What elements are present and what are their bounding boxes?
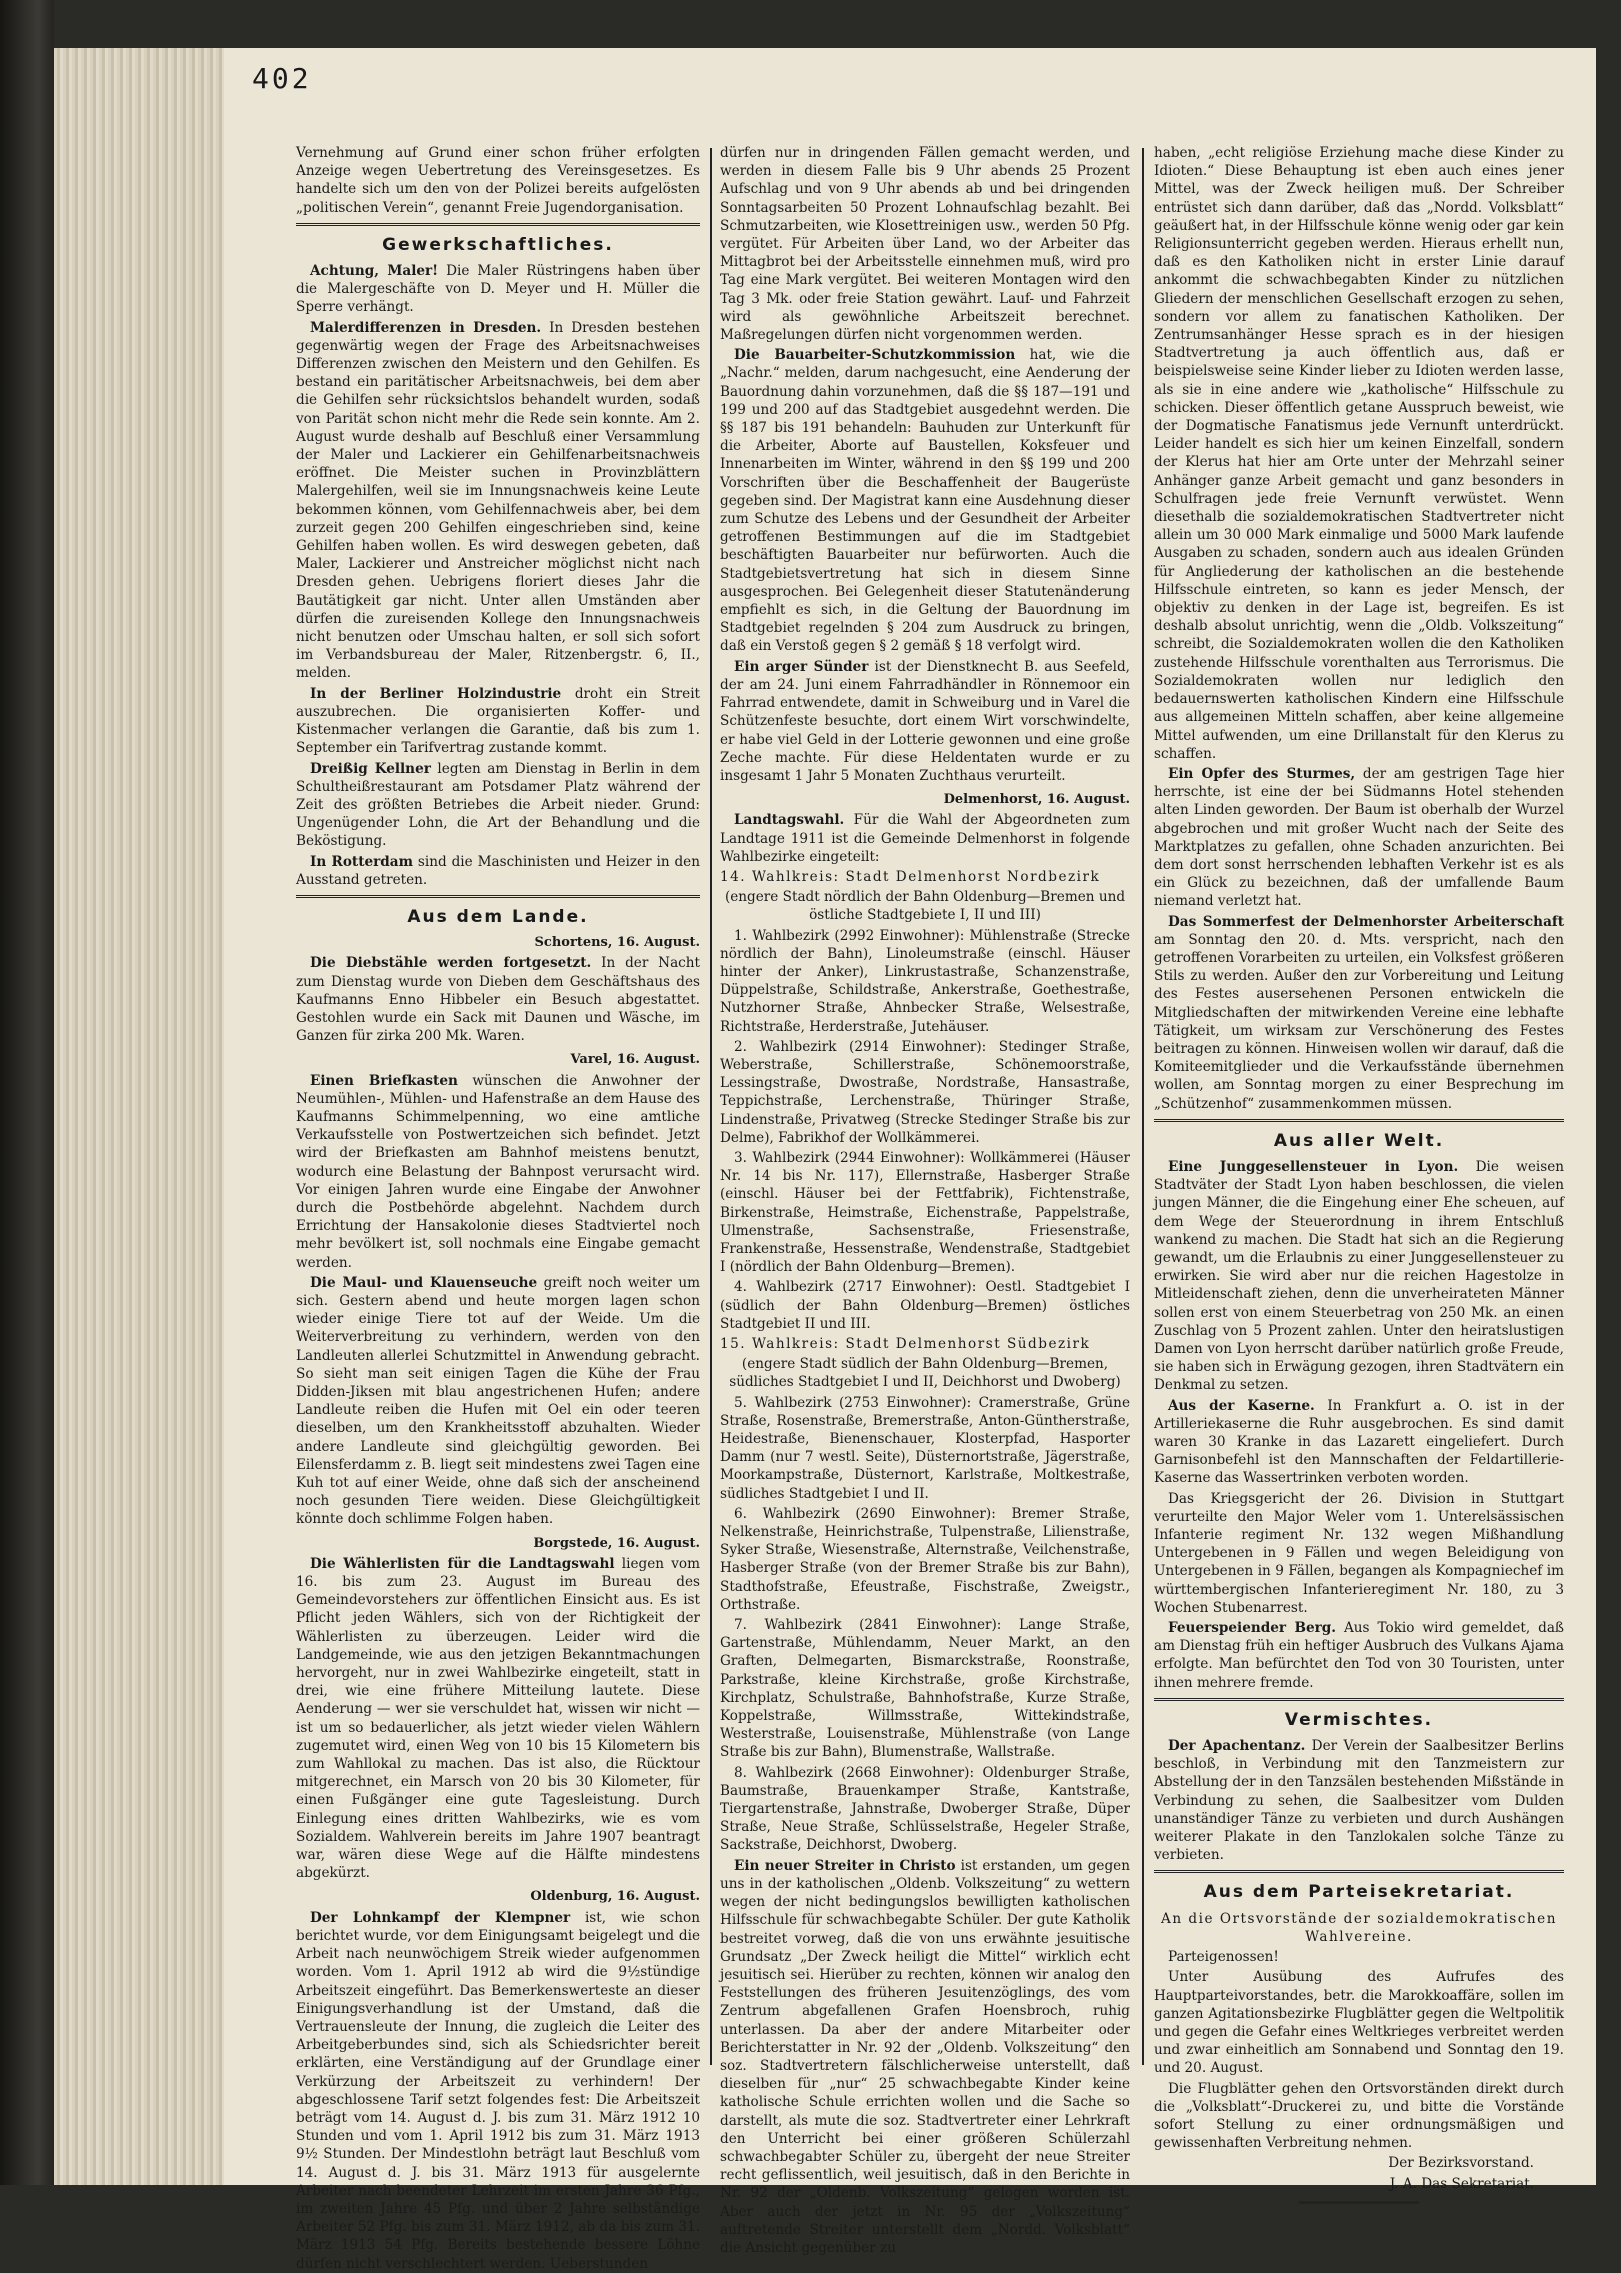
- article-text: ist, wie schon berichtet wurde, vor dem Einigungsamt beigelegt und die Arbeit nach neunwöchigem Streik wieder aufgenommen worden. Vom 1. April 1912 ab wird die 9½stündige Arbeitszeit eingeführt. Das Bemerkenswerteste an dieser Einigungsverhandlung ist der Umstand, daß die Vertrauensleute der Innung, die zugleich die Leiter des Arbeitgeberbundes sind, sich als Schiedsrichter bereit erklärten, eine Verständigung auf der Grundlage einer Verkürzung der Arbeitszeit zu verhindern! Der abgeschlossene Tarif setzt folgendes fest: Die Arbeitszeit beträgt vom 14. August d. J. bis zum 31. März 1912 10 Stunden und vom 1. April 1912 bis zum 31. März 1913 9½ Stunden. Der Mindestlohn beträgt laut Beschluß vom 14. August d. J. bis 31. März 1913 für ausgelernte Arbeiter nach beendeter Lehrzeit im ersten Jahre 36 Pfg., im zweiten Jahre 45 Pfg. und über 2 Jahre selbständige Arbeiter 52 Pfg. bis zum 31. März 1912, ab da bis zum 31. März 1913 54 Pfg. Bereits bestehende bessere Löhne dürfen nicht verschlechtert werden. Ueberstunden: [296, 1909, 700, 2272]
- article: [296, 1274, 700, 1529]
- column-rule: [710, 148, 712, 2065]
- article-text: greift noch weiter um sich. Gestern abend und heute morgen lagen schon wieder einige Tiere tot auf der Weide. Um die Weiterverbreitung zu verhindern, werden von den Landleuten allerlei Schutzmittel in Anwendung gebracht. So sieht man seit einigen Tagen die Kühe der Frau Didden-Jiksen mit blau angestrichenen Hufen; andere Landleute reiben die Hufen mit Oel ein oder teeren dieselben, um den Krankheitsstoff abzuhalten. Wieder andere Landleute sind gleichgültig geworden. Bei Eilensferdamm z. B. liegt seit mindestens zwei Tagen eine Kuh tot auf einer Weide, ohne daß sich der anscheinend noch gesunden Tiere weiden. Diese Gleichgültigkeit könnte doch schlimme Folgen haben.: [296, 1274, 700, 1528]
- article-text: Die Maler Rüstringens haben über die Malergeschäfte von D. Meyer und H. Müller die Sperre verhängt.: [296, 263, 700, 316]
- article-lead: Ein Opfer des Sturmes,: [1168, 765, 1356, 782]
- article-text: In der Nacht zum Dienstag wurde von Dieben dem Geschäftshaus des Kaufmanns Enno Hibbeler ein Besuch abgestattet. Gestohlen wurde ein Sack mit Daunen und Wäsche, im Ganzen für zirka 200 Mk. Waren.: [296, 955, 701, 1045]
- salutation: Parteigenossen!: [1168, 1949, 1279, 1966]
- article-text: Aus Tokio wird gemeldet, daß am Dienstag früh ein heftiger Ausbruch des Vulkans Ajama erfolgte. Man befürchtet den Tod von 30 Touristen, unter ihnen mehrere fremde.: [1154, 1620, 1565, 1691]
- section-heading: Gewerkschaftliches.: [382, 234, 614, 255]
- district-entry: 4. Wahlbezirk (2717 Einwohner): Oestl. Stadtgebiet I (südlich der Bahn Oldenburg—Bremen) östliches Stadtgebiet II und III.: [720, 1279, 1130, 1332]
- article: [720, 346, 1130, 655]
- section-divider: [296, 223, 700, 226]
- section-heading: Aus dem Lande.: [407, 906, 589, 927]
- article-lead: Die Diebstähle werden fortgesetzt.: [310, 955, 592, 972]
- article-lead: Die Wählerlisten für die Landtagswahl: [310, 1555, 615, 1572]
- article-lead: Malerdifferenzen in Dresden.: [310, 319, 542, 336]
- section-heading: Aus aller Welt.: [1273, 1130, 1445, 1151]
- district-entry: 2. Wahlbezirk (2914 Einwohner): Stedinger Straße, Weberstraße, Schillerstraße, Schönemoorstraße, Lessingstraße, Dwostraße, Nordstraße, Hansastraße, Teppichstraße, Lerchenstraße, Thüringer Straße, Lindenstraße, Privatweg (Strecke Stedinger Straße bis zur Delme), Fabrikhof der Wollkämmerei.: [720, 1038, 1130, 1146]
- paragraph: Unter Ausübung des Aufrufes des Hauptparteivorstandes, betr. die Marokkoaffäre, sollen im ganzen Agitationsbezirke Flugblätter gegen die Weltpolitik und gegen die Gefahr eines Weltkrieges verbreitet werden und zwar einheitlich am Sonnabend und Sonntag den 19. und 20. August.: [1154, 1969, 1564, 2077]
- article-lead: Der Lohnkampf der Klempner: [310, 1909, 571, 1926]
- dateline: Delmenhorst, 16. August.: [943, 792, 1130, 808]
- article-text: droht ein Streit auszubrechen. Die organisierten Koffer- und Kistenmacher verlangen die Garantie, daß bis zum 1. September ein Tarifvertrag zustande kommt.: [296, 685, 701, 757]
- section-divider: [1154, 1119, 1564, 1122]
- article: [296, 954, 700, 1045]
- column-1: [296, 144, 701, 2272]
- article: [296, 1909, 700, 2273]
- article-text: In Frankfurt a. O. ist in der Artilleriekaserne die Ruhr ausgebrochen. Es sind damit waren 30 Kranke in das Lazarett eingeliefert. Durch Garnisonbefehl ist den Mannschaften der Feldartillerie-Kaserne das Wassertrinken verboten worden.: [1154, 1397, 1564, 1487]
- district-entry: 8. Wahlbezirk (2668 Einwohner): Oldenburger Straße, Baumstraße, Brauenkamper Straße, Kantstraße, Tiergartenstraße, Jahnstraße, Dwoberger Straße, Düper Straße, Neue Straße, Schlüsselstraße, Hegeler Straße, Sackstraße, Deichhorst, Dwoberg.: [720, 1764, 1130, 1854]
- article-text: liegen vom 16. bis zum 23. August im Bureau des Gemeindevorstehers zur öffentlichen Einsicht aus. Es ist Pflicht jeden Wählers, sich von der Richtigkeit der Wählerlisten zu überzeugen. Leider wird die Landgemeinde, wie aus den jetzigen Bekanntmachungen hervorgeht, nur in zwei Wahlbezirke eingeteilt, statt in drei, wie eine frühere Mitteilung lautete. Diese Aenderung — wer sie verschuldet hat, wissen wir nicht — ist um so bedauerlicher, als jetzt wieder vielen Wählern zugemutet wird, einen Weg von 10 bis 15 Kilometern bis zum Wahllokal zu machen. Das ist also, die Rücktour mitgerechnet, ein Marsch von 20 bis 30 Kilometer, für einen Fußgänger eine gute Tagesleistung. Durch Einlegung eines dritten Wahlbezirks, wie es vom Sozialdem. Wahlverein bereits im Jahre 1907 beantragt war, wären diese Wege auf die Hälfte mindestens abgekürzt.: [296, 1555, 700, 1882]
- article: [296, 685, 700, 758]
- dateline: Borgstede, 16. August.: [533, 1535, 700, 1551]
- article-lead: Einen Briefkasten: [310, 1072, 458, 1089]
- column-3: [1154, 144, 1565, 2192]
- article-text: In Dresden bestehen gegenwärtig wegen der Frage des Arbeitsnachweises Differenzen zwischen den Meistern und den Gehilfen. Es bestand ein paritätischer Arbeitsnachweis, bei dem aber die Gehilfen sehr rücksichtslos behandelt wurden, sodaß von Parität schon nicht mehr die Rede sein konnte. Am 2. August wurde deshalb auf Beschluß einer Versammlung der Maler und Lackierer ein Gehilfenarbeitsnachweis eröffnet. Die Meister suchen in Provinzblättern Malergehilfen, weil sie im Innungsnachweis keine Leute bekommen können, vom Gehilfennachweis aber, bei dem zurzeit gegen 200 Gehilfen eingeschrieben sind, keine Gehilfen haben wollen. Es wird deswegen gebeten, daß Maler, Lackierer und Anstreicher möglichst nicht nach Dresden gehen. Uebrigens floriert dieses Jahr die Bautätigkeit gar nicht. Unter allen Umständen aber dürfen die zureisenden Kollege den Innungsnachweis nicht benutzen oder Umschau halten, er soll sich sofort im Verbandsbureau der Maler, Ritzenbergstr. 6, II., melden.: [296, 319, 700, 682]
- dateline: Oldenburg, 16. August.: [530, 1889, 700, 1905]
- section-divider: [1154, 1870, 1564, 1873]
- constituency-heading: 14. Wahlkreis: Stadt Delmenhorst Nordbezirk: [720, 868, 1101, 885]
- article-text: sind die Maschinisten und Heizer in den Ausstand getreten.: [296, 853, 700, 888]
- article-lead: Dreißig Kellner: [310, 760, 431, 777]
- article-lead: Aus der Kaserne.: [1168, 1397, 1315, 1414]
- article: [1154, 765, 1564, 911]
- article-lead: Ein neuer Streiter in Christo: [734, 1857, 956, 1874]
- paragraph: Die Flugblätter gehen den Ortsvorständen direkt durch die „Volksblatt“-Druckerei zu, und bitte die Vorstände sofort Stellung zu einer ordnungsmäßigen und gewissenhaften Verbreitung nehmen.: [1154, 2080, 1564, 2152]
- constituency-heading: 15. Wahlkreis: Stadt Delmenhorst Südbezirk: [720, 1336, 1091, 1352]
- article: [720, 811, 1130, 866]
- article: [296, 853, 700, 889]
- section-heading: Vermischtes.: [1284, 1709, 1434, 1730]
- district-entry: 5. Wahlbezirk (2753 Einwohner): Cramerstraße, Grüne Straße, Rosenstraße, Bremerstraße, Anton-Güntherstraße, Heidestraße, Bienenschauer, Klosterpfad, Hasporter Damm (nur 7 westl. Seite), Düsternortstraße, Jägerstraße, Moorkampstraße, Düsternort, Karlstraße, Moltkestraße, südliches Stadtgebiet I und II.: [720, 1394, 1130, 1502]
- article-text: ist erstanden, um gegen uns in der katholischen „Oldenb. Volkszeitung“ zu wettern wegen der nicht bedingungslos bewilligten katholischen Hilfsschule für schwachbegabte Schüler. Der gute Katholik bestreitet vorweg, daß die von uns erwähnte jesuitische Grundsatz „Der Zweck heiligt die Mittel“ wirklich echt jesuitisch sei. Hierüber zu rechten, können wir analog den Feststellungen des früheren Jesuitenzöglings, des vom Zentrum abgefallenen Grafen Hoensbroch, ruhig unterlassen. Da aber der andere Mitarbeiter oder Berichterstatter in Nr. 92 der „Oldenb. Volkszeitung“ den soz. Stadtvertretern fälschlicherweise unterstellt, daß dieselben für „nur“ 25 schwachbegabte Kinder keine katholische Schule errichten wollen und die Sache so darstellt, als mute die soz. Stadtvertreter einer Lehrkraft den Unterricht bei einer größeren Schülerzahl schwachbegabter Schüler zu, übergeht der neue Streiter recht geflissentlich, weil jesuitisch, daß in den Berichte in Nr. 92 der „Oldenb. Volkszeitung“ gelogen worden ist. Aber auch der jetzt in Nr. 95 der „Volkszeitung“ auftretende Streiter unterstellt dem „Nordd. Volksblatt“ die Ansicht gegenüber zu: [720, 1857, 1130, 2256]
- dateline: Schortens, 16. August.: [534, 935, 700, 951]
- article: [296, 262, 700, 317]
- article-text: ist der Dienstknecht B. aus Seefeld, der am 24. Juni einem Fahrradhändler in Rönnemoor ein Fahrrad entwendete, damit in Schweiburg und in Varel die Schützenfeste besuchte, dort einem Wirt vorschwindelte, er habe viel Geld in der Lotterie gewonnen und eine große Zeche machte. Für diese Heldentaten wurde er zu insgesamt 1 Jahr 5 Monaten Zuchthaus verurteilt.: [720, 658, 1130, 784]
- constituency-note: (engere Stadt südlich der Bahn Oldenburg—Bremen, südliches Stadtgebiet I und II, Deichhorst und Dwoberg): [729, 1356, 1121, 1391]
- article-lead: Feuerspeiender Berg.: [1168, 1620, 1336, 1637]
- page-edges: [54, 48, 224, 2185]
- page-number: 402: [252, 62, 312, 95]
- article: [296, 760, 700, 851]
- article-lead: Das Sommerfest der Delmenhorster Arbeiterschaft: [1168, 913, 1564, 930]
- article: [1154, 1397, 1564, 1488]
- dateline: Varel, 16. August.: [570, 1052, 700, 1068]
- article-lead: Eine Junggesellensteuer in Lyon.: [1168, 1158, 1459, 1175]
- article-text: Die weisen Stadtväter der Stadt Lyon haben beschlossen, die vielen jungen Männer, die die Eingehung einer Ehe scheuen, auf dem Wege der Steuerordnung in ihrem Entschluß wankend zu machen. Die Stadt hat sich an die Regierung gewandt, um die Erlaubnis zu einer Junggesellensteuer zu erwirken. Sie wird aber nur die reichen Hagestolze in Mitleidenschaft ziehen, denn die unverheirateten Männer sollen erst von einem Steuerbetrag von 250 Mk. an einen Zuschlag von 5 Prozent zahlen. Unter den heiratslustigen Damen von Lyon herrscht darüber natürlich große Freude, sie haben sich in Erwägung gezogen, ihren Stadtvätern ein Denkmal zu setzen.: [1154, 1158, 1564, 1394]
- section-heading: Aus dem Parteisekretariat.: [1203, 1882, 1515, 1903]
- newspaper-page: [224, 48, 1596, 2272]
- article: [296, 1072, 700, 1272]
- article: [296, 319, 700, 683]
- article-text: Für die Wahl der Abgeordneten zum Landtage 1911 ist die Gemeinde Delmenhorst in folgende Wahlbezirke eingeteilt:: [720, 812, 1130, 865]
- article-text: Der Verein der Saalbesitzer Berlins beschloß, in Verbindung mit den Tanzmeistern zur Abstellung der in den Tanzsälen bestehenden Mißstände in Verbindung zu sehen, die Saalbesitzer vom Dulden unanständiger Tänze zu verbieten und durch Aushängen weiterer Plakate in den Tanzlokalen solche Tänze zu verbieten.: [1154, 1738, 1565, 1864]
- article: [720, 658, 1130, 785]
- article-lead: In Rotterdam: [310, 853, 413, 870]
- paragraph: haben, „echt religiöse Erziehung mache diese Kinder zu Idioten.“ Diese Behauptung ist eben auch eines jener Mittel, was der Zweck heiligen muß. Der Schreiber entrüstet sich dann darüber, daß das „Nordd. Volksblatt“ geäußert hat, in der Hilfsschule könne wenig oder gar kein Religionsunterricht gegeben werden. Hieraus erhellt nun, daß es den Katholiken nicht in erster Linie darauf ankommt die schwachbegabten Kinder zu nützlichen Gliedern der menschlichen Gesellschaft erzogen zu sehen, sondern vor allem zu fanatischen Katholiken. Der Zentrumsanhänger Hesse sprach es in der hiesigen Stadtvertretung ja auch öffentlich aus, daß er beispielsweise seine Kinder lieber zu Idioten werden lasse, als sie in eine andere wie „katholische“ Hilfsschule zu schicken. Dieser öffentlich getane Ausspruch beweist, wie der Dogmatische Fanatismus jede Vernunft unterdrückt. Leider handelt es sich hier um keinen Einzelfall, sondern der Klerus hat hier am Orte unter der Mehrzahl seiner Anhänger ganze Arbeit gemacht und ganz besonders in Schulfragen jede freie Vernunft verwüstet. Wenn diesethalb die sozialdemokratischen Stadtvertreter nicht allein um 30 000 Mark einmalige und 5000 Mark laufende Ausgaben zu schaden, sondern auch aus idealen Gründen für Angliederung der katholischen an die bestehende Hilfsschule eintreten, so kann es jeder Mensch, der objektiv zu denken in der Lage ist, begreifen. Es ist deshalb absolut unrichtig, wenn die „Oldb. Volkszeitung“ schreibt, die Sozialdemokraten wollen die den Katholiken zustehende Hilfsschule vorenthalten aus Terrorismus. Die Sozialdemokraten wollen nur lediglich den bedauernswerten katholischen Kindern eine Hilfsschule aus allgemeinen Mitteln schaffen, aber keine allgemeine Mittel aufwenden, um eine Drillanstalt für den Klerus zu schaffen.: [1154, 145, 1564, 762]
- column-2: [720, 144, 1130, 2256]
- district-entry: 6. Wahlbezirk (2690 Einwohner): Bremer Straße, Nelkenstraße, Heinrichstraße, Tulpenstraße, Lilienstraße, Syker Straße, Wiesenstraße, Alternstraße, Veilchenstraße, Hasberger Straße (von der Bremer Straße bis zur Bahn), Stadthofstraße, Efeustraße, Fischstraße, Zweigstr., Orthstraße.: [720, 1505, 1130, 1613]
- notice-subheading: An die Ortsvorstände der sozialdemokratischen Wahlvereine.: [1161, 1910, 1557, 1945]
- article-lead: Die Bauarbeiter-Schutzkommission: [734, 347, 1016, 364]
- article-text: wünschen die Anwohner der Neumühlen-, Mühlen- und Hafenstraße an dem Hause des Kaufmanns Schimmelpenning, wo eine amtliche Verkaufsstelle von Postwertzeichen sich befindet. Jetzt wird der Briefkasten am Bahnhof meistens benutzt, wodurch eine Belastung der Bahnpost verursacht wird. Vor einigen Jahren wurde eine Eingabe der Anwohner durch die Postbehörde abgelehnt. Nachdem durch Errichtung der Hansakolonie dieses Stadtviertel noch mehr bevölkert ist, soll nochmals eine Eingabe gemacht werden.: [296, 1072, 700, 1271]
- article-lead: In der Berliner Holzindustrie: [310, 685, 562, 702]
- constituency-note: (engere Stadt nördlich der Bahn Oldenburg—Bremen und östliche Stadtgebiete I, II und III): [724, 889, 1126, 924]
- article: [1154, 1619, 1564, 1692]
- article-lead: Der Apachentanz.: [1168, 1738, 1306, 1755]
- end-rule: [1299, 2201, 1419, 2204]
- paragraph: dürfen nur in dringenden Fällen gemacht werden, und werden in diesem Falle bis 9 Uhr abends 25 Prozent Aufschlag und von 9 Uhr abends ab und bei dringenden Sonntagsarbeiten 50 Prozent Lohnaufschlag bezahlt. Bei Schmutzarbeiten, wie Klosettreinigen usw., werden 50 Pfg. vergütet. Für Arbeiten über Land, wo der Arbeiter das Mittagbrot bei der Arbeitsstelle einnehmen muß, wird pro Tag eine Mark vergütet. Bei weiteren Montagen wird den Tag 3 Mk. oder freie Station gewährt. Lauf- und Fahrzeit wird als gewöhnliche Arbeitszeit berechnet. Maßregelungen dürfen nicht vorgenommen werden.: [720, 145, 1130, 344]
- article: [1154, 1158, 1564, 1395]
- article-lead: Achtung, Maler!: [310, 263, 439, 280]
- article: [720, 1857, 1130, 2257]
- article-text: am Sonntag den 20. d. Mts. verspricht, nach den getroffenen Vorarbeiten zu urteilen, ein Volksfest größeren Stils zu werden. Außer den zur Vorbereitung und Leitung des Festes ausersehenen Personen entwickeln die Mitgliedschaften der mitwirkenden Vereine eine lebhafte Tätigkeit, um wirksam zur Verschönerung des Festes beitragen zu können. Hinweisen wollen wir darauf, daß die Komiteemitglieder und die Verkaufsstände übernehmen wollen, am Sonntag morgen zu einer Besprechung im „Schützenhof“ zusammenkommen müssen.: [1154, 931, 1564, 1112]
- paragraph: Das Kriegsgericht der 26. Division in Stuttgart verurteilte den Major Weler vom 1. Unterelsässischen Infanterie regiment Nr. 132 wegen Mißhandlung Untergebenen in 9 Fällen und wegen Beleidigung von Untergebenen in 9 Fällen, begangen als Kompagniechef im württembergischen Infanterieregiment Nr. 180, zu 3 Wochen Stubenarrest.: [1154, 1490, 1564, 1616]
- book-spine: [0, 0, 54, 2185]
- article-lead: Landtagswahl.: [734, 812, 845, 829]
- district-entry: 7. Wahlbezirk (2841 Einwohner): Lange Straße, Gartenstraße, Mühlendamm, Neuer Markt, an den Graften, Delmegarten, Bismarckstraße, Roonstraße, Parkstraße, kleine Kirchstraße, große Kirchstraße, Kirchplatz, Schulstraße, Bahnhofstraße, Kurze Straße, Koppelstraße, Willmsstraße, Wittekindstraße, Westerstraße, Louisenstraße, Mühlenstraße (von Lange Straße bis zur Bahn), Blumenstraße, Wallstraße.: [720, 1617, 1130, 1761]
- paragraph: Vernehmung auf Grund einer schon früher erfolgten Anzeige wegen Uebertretung des Vereinsgesetzes. Es handelte sich um den von der Polizei bereits aufgelösten „politischen Verein“, genannt Freie Jugendorganisation.: [296, 145, 700, 216]
- article-lead: Die Maul- und Klauenseuche: [310, 1274, 538, 1291]
- signature: J. A. Das Sekretariat.: [1389, 2175, 1534, 2192]
- column-rule: [1142, 148, 1144, 2065]
- section-divider: [296, 895, 700, 898]
- article-text: der am gestrigen Tage hier herrschte, ist eine der bei Südmanns Hotel stehenden alten Linden geworden. Der Baum ist oberhalb der Wurzel abgebrochen und mit großer Wucht nach der Seite des Marktplatzes zu gefallen, ohne Schaden anzurichten. Bei dem dort sonst herrschenden lebhaften Verkehr ist es als ein Glück zu bezeichnen, daß der umfallende Baum niemand verletzt hat.: [1154, 765, 1564, 910]
- article: [1154, 913, 1564, 1113]
- article: [1154, 1737, 1564, 1864]
- signature: Der Bezirksvorstand.: [1388, 2155, 1534, 2172]
- article: [296, 1555, 700, 1883]
- article-text: legten am Dienstag in Berlin in dem Schultheißrestaurant am Potsdamer Platz während der Zeit des größten Betriebes die Arbeit nieder. Grund: Ungenügender Lohn, die Art der Behandlung und die Beköstigung.: [296, 760, 700, 850]
- district-entry: 1. Wahlbezirk (2992 Einwohner): Mühlenstraße (Strecke nördlich der Bahn), Linoleumstraße (einschl. Häuser hinter der Anker), Linkrustastraße, Schanzenstraße, Düppelstraße, Schildstraße, Ankerstraße, Goethestraße, Nutzhorner Straße, Ahnbecker Straße, Welsestraße, Richtstraße, Herderstraße, Jutehäuser.: [720, 927, 1130, 1035]
- article-lead: Ein arger Sünder: [734, 658, 869, 675]
- section-divider: [1154, 1698, 1564, 1701]
- district-entry: 3. Wahlbezirk (2944 Einwohner): Wollkämmerei (Häuser Nr. 14 bis Nr. 117), Ellernstraße, Hasberger Straße (einschl. Häuser bei der Fettfabrik), Fichtenstraße, Birkenstraße, Heimstraße, Eichenstraße, Pappelstraße, Ulmenstraße, Sachsenstraße, Friesenstraße, Frankenstraße, Hessenstraße, Wendenstraße, Stadtgebiet I (nördlich der Bahn Oldenburg—Bremen).: [720, 1149, 1130, 1276]
- article-text: hat, wie die „Nachr.“ melden, darum nachgesucht, eine Aenderung der Bauordnung dahin vorzunehmen, daß die §§ 187—191 und 199 und 200 auf das Stadtgebiet ausgedehnt werden. Die §§ 187 bis 191 behandeln: Bauhuden zur Unterkunft für die Arbeiter, Aborte auf Baustellen, Koksfeuer und Innenarbeiten im Winter, während in den §§ 199 und 200 Vorschriften über die Beschaffenheit der Baugerüste gegeben sind. Der Magistrat kann eine Ausdehnung dieser zum Schutze des Lebens und der Gesundheit der Arbeiter getroffenen Bestimmungen auf die im Stadtgebiet beschäftigten Bauarbeiter nur befürworten. Auch die Stadtgebietsvertretung hat sich in diesem Sinne ausgesprochen. Bei Gelegenheit dieser Statutenänderung empfiehlt es sich, in die Geltung der Bauordnung im Stadtgebiet regelnden § 204 zum Ausdruck zu bringen, daß ein Verstoß gegen § 2 gemäß § 18 verfolgt wird.: [720, 347, 1130, 655]
